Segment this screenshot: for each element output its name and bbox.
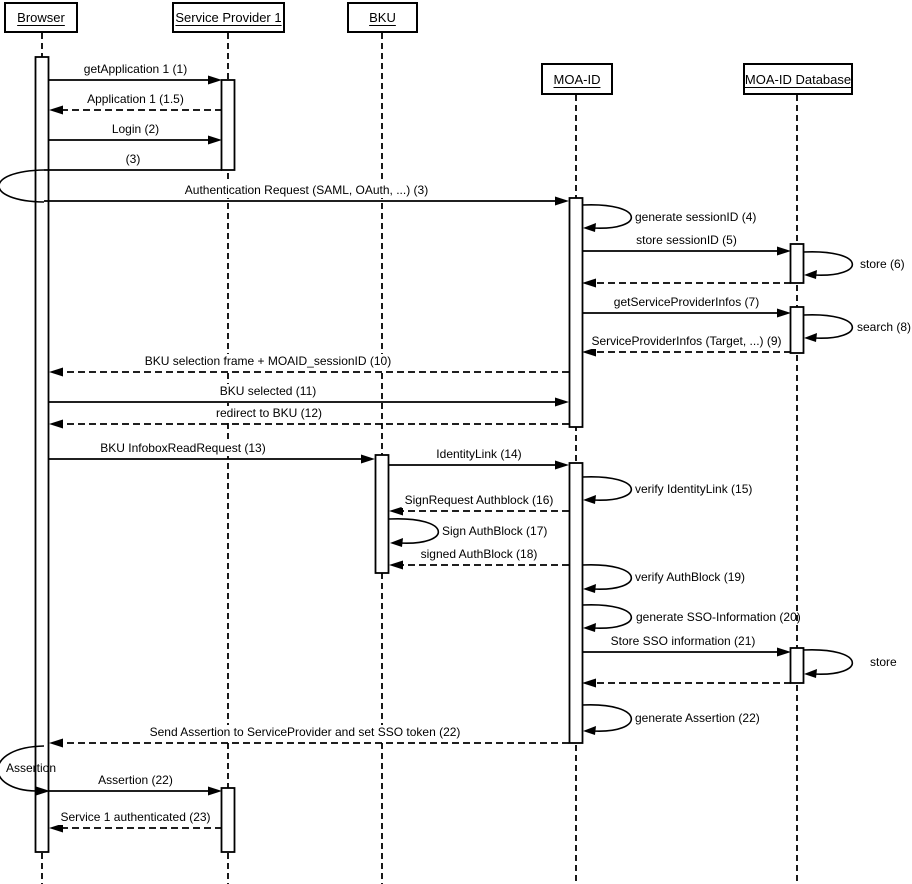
- message-label: IdentityLink (14): [433, 447, 524, 462]
- message-label: SignRequest Authblock (16): [402, 493, 557, 508]
- self-message-arrowhead: [583, 623, 596, 632]
- actor-db: [743, 63, 853, 95]
- self-message-label: verify IdentityLink (15): [635, 481, 753, 496]
- message-arrowhead: [49, 420, 63, 429]
- self-message-label: generate Assertion (22): [635, 711, 760, 725]
- actor-browser: [4, 2, 78, 33]
- self-message-arrowhead: [583, 223, 596, 232]
- self-message-curve: [582, 705, 631, 731]
- self-message-label: generate sessionID (4): [635, 209, 757, 224]
- self-message-arrowhead: [583, 584, 596, 593]
- self-message-curve: [803, 315, 852, 338]
- actor-label-db: MOA-ID Database: [744, 71, 852, 87]
- self-message-curve: [803, 650, 852, 674]
- message-arrowhead: [208, 76, 222, 85]
- self-message-arrowhead: [804, 270, 817, 279]
- message-arrowhead: [555, 197, 569, 206]
- message-label: getServiceProviderInfos (7): [611, 295, 762, 310]
- message-arrowhead: [361, 455, 375, 464]
- self-message-curve: [582, 605, 631, 628]
- self-message-arrowhead: [583, 726, 596, 735]
- self-message-label: store (6): [860, 256, 905, 271]
- actor-label-moaid: MOA-ID: [553, 71, 601, 87]
- actor-label-sp1: Service Provider 1: [175, 10, 282, 25]
- left-loop-label: Assertion: [6, 761, 57, 775]
- self-message-curve: [582, 565, 631, 589]
- message-label: BKU selected (11): [217, 384, 320, 399]
- message-arrowhead: [208, 136, 222, 145]
- self-message-label: search (8): [857, 319, 912, 334]
- self-message-arrowhead: [583, 495, 596, 504]
- message-arrowhead: [777, 309, 791, 318]
- activation-bku-bar: [376, 455, 389, 573]
- message-label: BKU InfoboxReadRequest (13): [97, 441, 268, 456]
- self-message-label: verify AuthBlock (19): [635, 570, 746, 584]
- message-label: BKU selection frame + MOAID_sessionID (10): [142, 354, 394, 369]
- self-message-curve: [803, 252, 852, 275]
- self-message-curve: [582, 205, 631, 228]
- message-arrowhead: [49, 368, 63, 377]
- message-label: Store SSO information (21): [608, 634, 759, 649]
- message-label: Assertion (22): [95, 773, 176, 788]
- message-label: store sessionID (5): [633, 233, 740, 248]
- activation-db-bar-2: [791, 307, 804, 353]
- message-arrowhead: [555, 461, 569, 470]
- self-message-label: generate SSO-Information (20): [636, 609, 801, 624]
- message-label: Login (2): [109, 122, 162, 137]
- message-arrowhead: [777, 247, 791, 256]
- self-message-arrowhead: [390, 538, 403, 547]
- message-label: Service 1 authenticated (23): [57, 810, 213, 825]
- activation-db-bar-1: [791, 244, 804, 283]
- actor-moaid: [541, 63, 613, 95]
- self-message-curve: [582, 477, 631, 500]
- message-arrowhead: [555, 398, 569, 407]
- message-label: signed AuthBlock (18): [418, 547, 541, 562]
- self-message-arrowhead: [804, 333, 817, 342]
- message-arrowhead: [777, 648, 791, 657]
- actor-label-browser: Browser: [17, 10, 65, 25]
- message-arrowhead: [582, 279, 596, 288]
- self-message-curve: [389, 519, 438, 543]
- actor-bku: [347, 2, 418, 33]
- self-message-label: Sign AuthBlock (17): [442, 524, 548, 538]
- self-message-arrowhead: [804, 669, 817, 678]
- activation-moaid-bar-2: [570, 463, 583, 743]
- activation-sp1-bar-2: [222, 788, 235, 852]
- message-arrowhead: [582, 679, 596, 688]
- message-arrowhead: [49, 739, 63, 748]
- activation-db-bar-3: [791, 648, 804, 683]
- activation-moaid-bar-1: [570, 198, 583, 427]
- message-label: Authentication Request (SAML, OAuth, ...) (3): [182, 183, 431, 198]
- activation-browser-bar: [36, 57, 49, 852]
- message-label: Application 1 (1.5): [84, 92, 187, 107]
- message-label: Send Assertion to ServiceProvider and set SSO token (22): [147, 725, 464, 740]
- message-label: ServiceProviderInfos (Target, ...) (9): [588, 334, 784, 349]
- self-message-label: store: [870, 655, 897, 669]
- activation-sp1-bar-1: [222, 80, 235, 170]
- message-label: getApplication 1 (1): [81, 62, 190, 77]
- message-arrowhead: [49, 106, 63, 115]
- actor-sp1: [172, 2, 285, 33]
- actor-label-bku: BKU: [369, 10, 396, 25]
- message-arrowhead: [389, 561, 403, 570]
- message-label: redirect to BKU (12): [213, 406, 325, 421]
- message-arrowhead: [208, 787, 222, 796]
- message-label: (3): [123, 152, 144, 167]
